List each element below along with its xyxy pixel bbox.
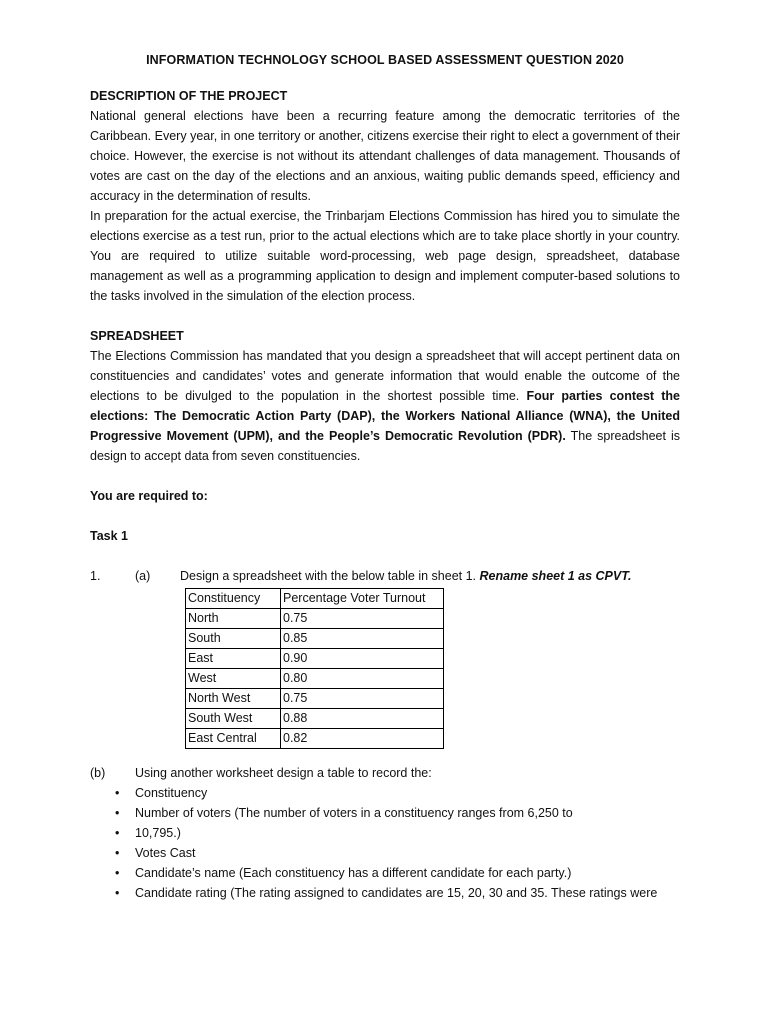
list-item	[90, 843, 680, 863]
list-item	[90, 883, 680, 903]
table-cell: North West	[186, 689, 281, 709]
document-title: INFORMATION TECHNOLOGY SCHOOL BASED ASSESSMENT QUESTION 2020	[146, 53, 624, 67]
question-1b-text: Using another worksheet design a table to record the:	[135, 766, 432, 780]
question-1a-main: Design a spreadsheet with the below table in sheet 1.	[180, 569, 480, 583]
table-cell: 0.90	[281, 649, 444, 669]
table-cell: 0.75	[281, 689, 444, 709]
table-row	[186, 729, 444, 749]
list-item-text: Candidate rating (The rating assigned to candidates are 15, 20, 30 and 35. These ratings were	[135, 886, 658, 900]
document-page	[90, 40, 680, 903]
bullet-icon: •	[115, 826, 120, 840]
table-header-cell: Percentage Voter Turnout	[281, 589, 444, 609]
table-row	[186, 669, 444, 689]
bullet-icon: •	[115, 806, 120, 820]
table-cell: West	[186, 669, 281, 689]
question-1a-text	[180, 566, 680, 586]
question-1b	[90, 763, 680, 783]
parties-bold-text: Four parties contest the elections: The Democratic Action Party (DAP), the Workers National Alliance (WNA), the United Progressive Movement (UPM), and the People’s Democratic Revolution (PDR).	[90, 389, 680, 443]
description-paragraph-2: In preparation for the actual exercise, the Trinbarjam Elections Commission has hired you to simulate the elections exercise as a test run, prior to the actual elections which are to take place shortly in your country. You are required to utilize suitable word-processing, web page design, spreadsheet, database management as well as a programming application to design and implement computer-based solutions to the tasks involved in the simulation of the election process.	[90, 209, 680, 303]
bullet-icon: •	[115, 846, 120, 860]
table-cell: South West	[186, 709, 281, 729]
list-item	[90, 803, 680, 823]
turnout-table	[185, 588, 444, 749]
list-item	[90, 823, 680, 843]
table-header-row	[186, 589, 444, 609]
list-item-text: Number of voters (The number of voters in a constituency ranges from 6,250 to	[135, 806, 573, 820]
table-cell: 0.80	[281, 669, 444, 689]
table-cell: 0.88	[281, 709, 444, 729]
spreadsheet-paragraph-end: The spreadsheet is design to accept data from seven constituencies.	[90, 429, 680, 463]
required-text: You are required to:	[90, 489, 208, 503]
question-part-a: (a)	[135, 569, 151, 583]
list-item-text: 10,795.)	[135, 826, 181, 840]
bullet-icon: •	[115, 886, 120, 900]
spreadsheet-paragraph	[90, 346, 680, 466]
description-heading: DESCRIPTION OF THE PROJECT	[90, 89, 288, 103]
list-item-text: Candidate’s name (Each constituency has a different candidate for each party.)	[135, 866, 572, 880]
spreadsheet-heading: SPREADSHEET	[90, 329, 184, 343]
table-cell: East	[186, 649, 281, 669]
rename-instruction: Rename sheet 1 as CPVT.	[479, 569, 632, 583]
list-item-text: Votes Cast	[135, 846, 196, 860]
table-cell: 0.75	[281, 609, 444, 629]
question-number: 1.	[90, 569, 101, 583]
question-part-b: (b)	[90, 766, 106, 780]
bullet-icon: •	[115, 786, 120, 800]
list-item	[90, 783, 680, 803]
table-header-cell: Constituency	[186, 589, 281, 609]
list-item	[90, 863, 680, 883]
task-label: Task 1	[90, 529, 128, 543]
table-row	[186, 609, 444, 629]
bullet-icon: •	[115, 866, 120, 880]
table-row	[186, 709, 444, 729]
table-cell: North	[186, 609, 281, 629]
record-fields-list	[90, 783, 680, 903]
table-cell: East Central	[186, 729, 281, 749]
table-cell: South	[186, 629, 281, 649]
description-paragraph-1: National general elections have been a recurring feature among the democratic territories of the Caribbean. Every year, in one territory or another, citizens exercise their right to elect a government of their choice. However, the exercise is not without its attendant challenges of data management. Thousands of votes are cast on the day of the elections and an anxious, waiting public demands speed, efficiency and accuracy in the determination of results.	[90, 109, 680, 203]
table-cell: 0.82	[281, 729, 444, 749]
list-item-text: Constituency	[135, 786, 208, 800]
question-1a	[90, 566, 680, 586]
table-row	[186, 689, 444, 709]
spreadsheet-paragraph-text: The Elections Commission has mandated that you design a spreadsheet that will accept pertinent data on constituencies and candidates’ votes and generate information that would enable the outcome of the elections to be divulged to the population in the shortest possible time.	[90, 349, 680, 403]
table-cell: 0.85	[281, 629, 444, 649]
table-row	[186, 629, 444, 649]
table-row	[186, 649, 444, 669]
